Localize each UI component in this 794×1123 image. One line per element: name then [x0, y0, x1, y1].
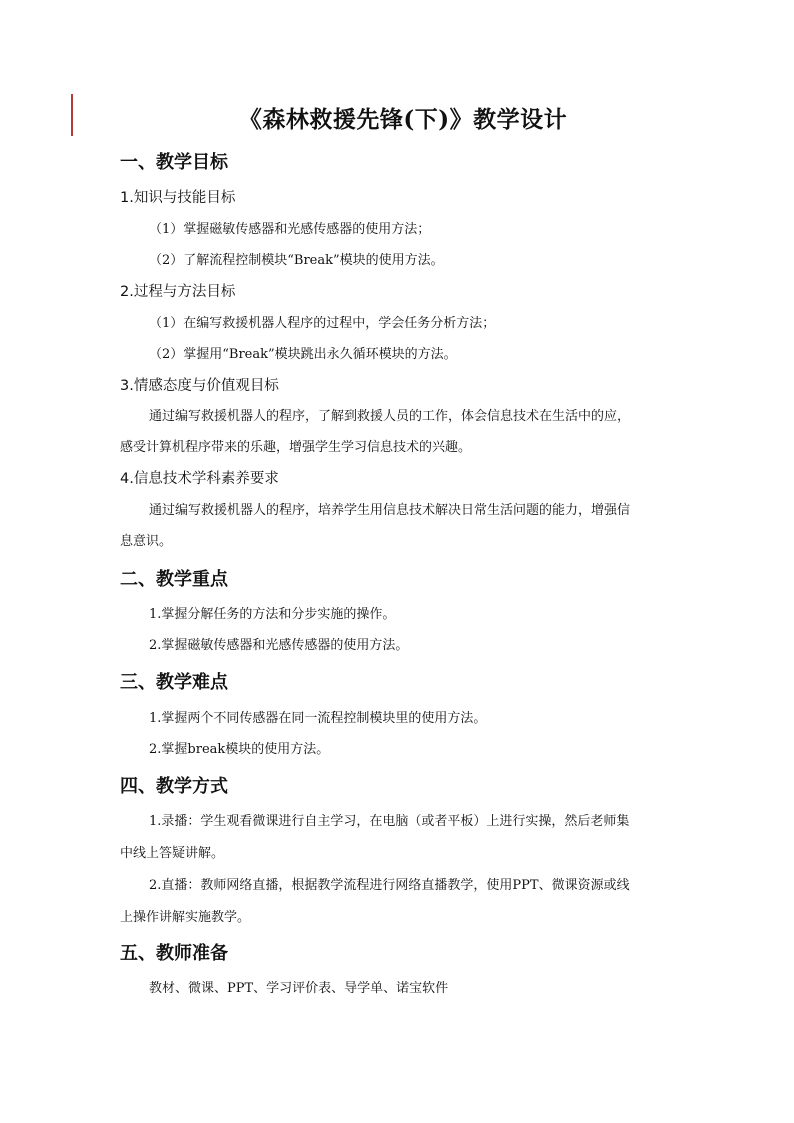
document-title: 《森林救援先锋(下)》教学设计 — [238, 106, 568, 133]
list-item: （2）了解流程控制模块“Break”模块的使用方法。 — [149, 253, 444, 268]
paragraph-line: 通过编写救援机器人的程序，了解到救援人员的工作，体会信息技术在生活中的应， — [149, 409, 631, 424]
section-heading-objectives: 一、教学目标 — [120, 152, 228, 173]
list-item: 2.掌握磁敏传感器和光感传感器的使用方法。 — [149, 638, 409, 653]
list-item: 2.掌握break模块的使用方法。 — [149, 742, 330, 757]
section-heading-teacher-prep: 五、教师准备 — [120, 943, 228, 964]
paragraph-line: 1.录播：学生观看微课进行自主学习，在电脑（或者平板）上进行实操，然后老师集 — [149, 814, 630, 829]
list-item: （1）在编写救援机器人程序的过程中，学会任务分析方法； — [149, 316, 496, 331]
paragraph-line: 上操作讲解实施教学。 — [120, 910, 251, 925]
subheading-literacy: 4.信息技术学科素养要求 — [120, 471, 279, 487]
paragraph-line: 感受计算机程序带来的乐趣，增强学生学习信息技术的兴趣。 — [120, 440, 472, 455]
list-item: 1.掌握分解任务的方法和分步实施的操作。 — [149, 607, 396, 622]
subheading-knowledge-skills: 1.知识与技能目标 — [120, 190, 236, 206]
subheading-process-methods: 2.过程与方法目标 — [120, 284, 236, 300]
paragraph-line: 教材、微课、PPT、学习评价表、导学单、诺宝软件 — [149, 981, 449, 996]
paragraph-line: 中线上答疑讲解。 — [120, 846, 225, 861]
list-item: 1.掌握两个不同传感器在同一流程控制模块里的使用方法。 — [149, 711, 487, 726]
section-heading-key-points: 二、教学重点 — [120, 569, 228, 590]
section-heading-difficulties: 三、教学难点 — [120, 672, 228, 693]
paragraph-line: 2.直播：教师网络直播，根据教学流程进行网络直播教学，使用PPT、微课资源或线 — [149, 878, 630, 893]
paragraph-line: 息意识。 — [120, 534, 173, 549]
section-heading-teaching-methods: 四、教学方式 — [120, 776, 228, 797]
subheading-attitude-values: 3.情感态度与价值观目标 — [120, 378, 279, 394]
paragraph-line: 通过编写救援机器人的程序，培养学生用信息技术解决日常生活问题的能力，增强信 — [149, 503, 631, 518]
list-item: （2）掌握用“Break”模块跳出永久循环模块的方法。 — [149, 347, 457, 362]
list-item: （1）掌握磁敏传感器和光感传感器的使用方法； — [149, 222, 431, 237]
